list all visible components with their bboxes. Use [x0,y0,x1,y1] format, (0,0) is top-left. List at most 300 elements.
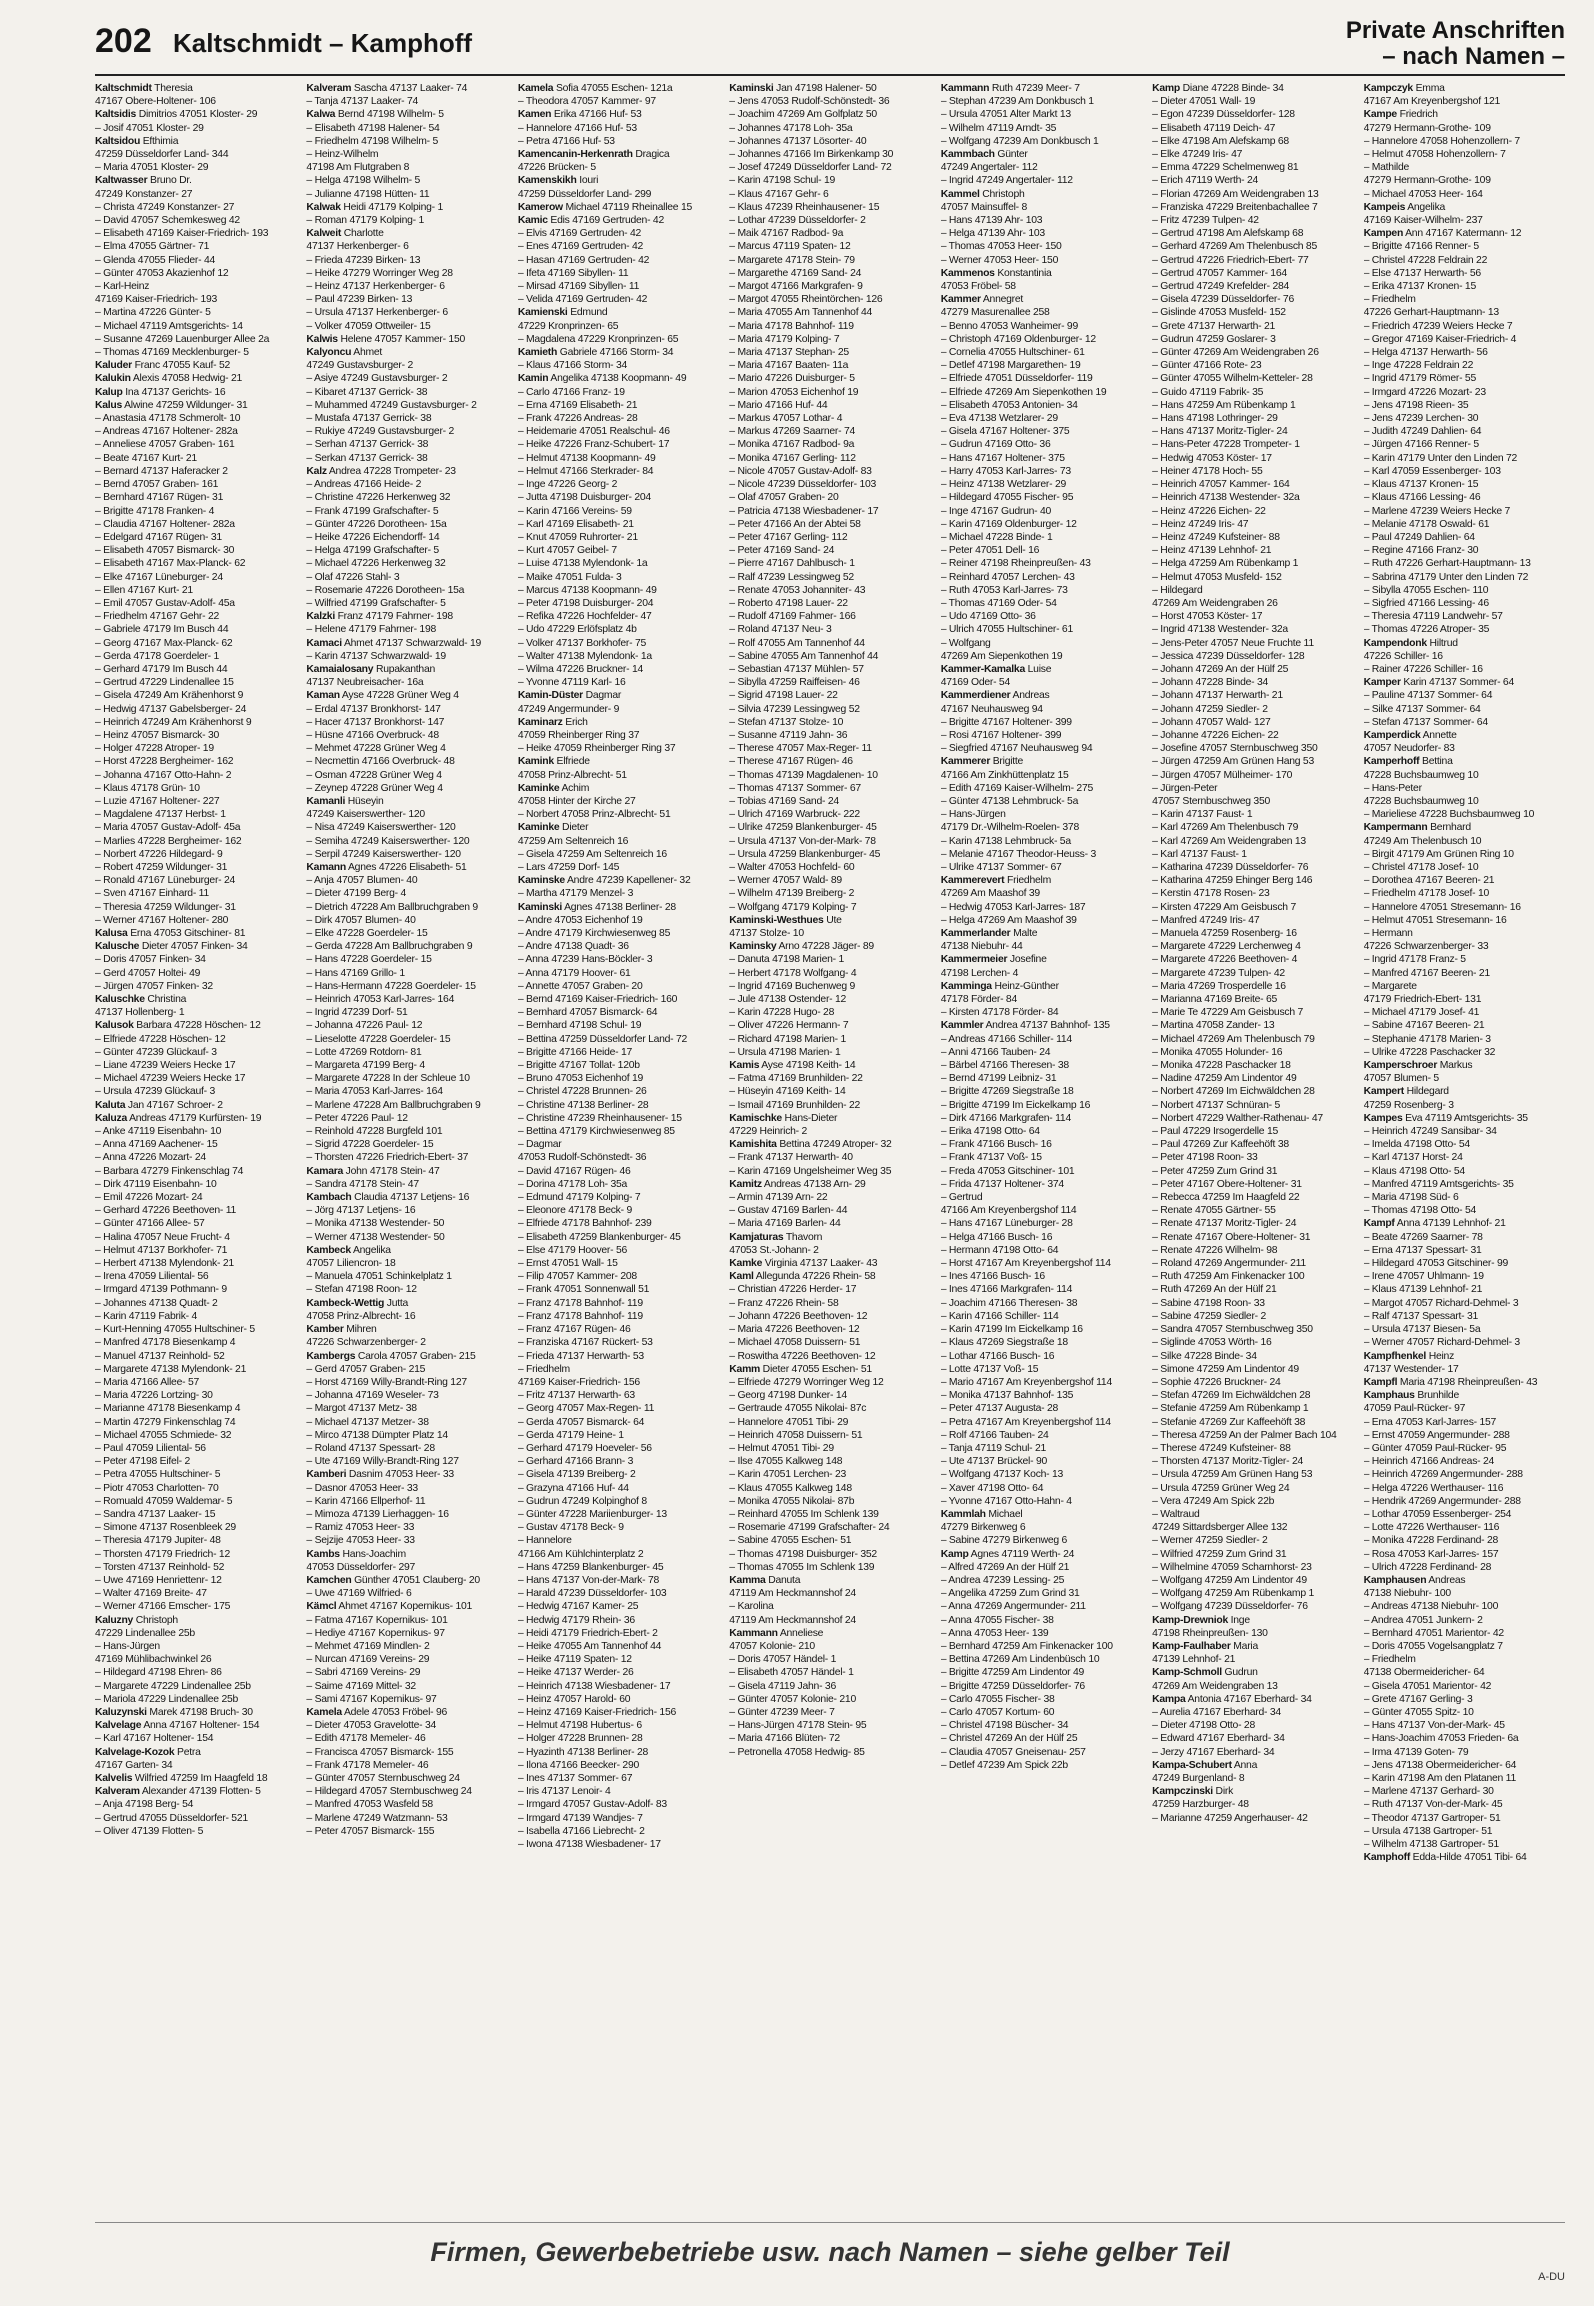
directory-entry [729,1389,930,1402]
surname: Kammann [940,83,990,94]
directory-entry [518,478,719,491]
directory-entry [306,1204,507,1217]
entry-detail: – Elisabeth 47169 Kaiser-Friedrich- 193 [95,228,269,240]
directory-entry [729,848,930,861]
directory-entry [941,1019,1142,1032]
entry-detail: Bernhard [1427,822,1471,834]
surname: Kalveram [306,83,352,94]
entry-detail: – Dietrich 47228 Am Ballbruchgraben 9 [306,901,478,913]
entry-detail: – Maria 47178 Bahnhof- 119 [729,320,854,332]
surname: Kalusa [95,928,128,939]
directory-entry [1364,306,1565,319]
entry-detail: – Emil 47226 Mozart- 24 [95,1192,203,1204]
entry-detail: Ayse 47198 Keith- 14 [759,1060,856,1072]
directory-entry [306,1191,507,1204]
entry-detail: – Mehmet 47169 Mindlen- 2 [306,1640,430,1652]
entry-detail: – Günter 47239 Glückauf- 3 [95,1046,217,1058]
entry-detail: – Carlo 47166 Franz- 19 [517,386,625,398]
entry-detail: – Werner 47138 Westender- 50 [306,1231,445,1243]
directory-entry [518,967,719,980]
entry-detail: – Elisabeth 47167 Max-Planck- 62 [95,558,246,570]
entry-detail: 47249 Am Thelenbusch 10 [1363,835,1482,847]
entry-detail: – Wilhelm 47138 Gartroper- 51 [1363,1839,1499,1851]
directory-entry [941,1363,1142,1376]
directory-entry [729,544,930,557]
directory-entry [518,584,719,597]
directory-entry [1152,1402,1353,1415]
directory-entry [729,320,930,333]
entry-detail: – Norbert 47226 Hildegard- 9 [95,848,223,860]
entry-detail: – Andre 47138 Quadt- 36 [517,941,629,953]
entry-detail: – Günter 47228 Mariienburger- 13 [517,1508,667,1520]
directory-entry [306,1376,507,1389]
surname: Kamp-Drewniok [1152,1614,1228,1626]
directory-entry [1364,1112,1565,1125]
entry-detail: 47169 Kaiser-Wilhelm- 237 [1363,215,1483,227]
directory-entry [729,1244,930,1257]
entry-detail: – Elke 47198 Am Alefskamp 68 [1152,135,1289,147]
directory-entry [1364,571,1565,584]
directory-entry [1152,214,1353,227]
entry-detail: – Friedrich 47239 Weiers Hecke 7 [1363,320,1513,332]
entry-detail: Ina 47137 Gerichts- 16 [122,386,226,398]
entry-detail: – Michael 47137 Metzer- 38 [306,1416,429,1428]
entry-detail: – Heike 47279 Worringer Weg 28 [306,267,453,279]
directory-entry [941,980,1142,993]
directory-entry [518,821,719,834]
directory-entry [1152,1600,1353,1613]
entry-detail: – Marlies 47228 Bergheimer- 162 [95,835,242,847]
entry-detail: Hiltrud [1426,637,1458,649]
entry-detail: Ahmet 47167 Kopernikus- 101 [336,1601,473,1613]
directory-entry [306,1508,507,1521]
directory-entry [518,1376,719,1389]
directory-entry [1364,122,1565,135]
entry-detail: Ayse 47228 Grüner Weg 4 [339,690,459,702]
entry-detail: – Heinz 47249 Kufsteiner- 88 [1152,531,1280,543]
entry-detail: – Hildegard [1152,584,1203,596]
directory-entry [95,174,296,187]
entry-detail: 47279 Masurenallee 258 [940,307,1050,319]
directory-entry [1364,333,1565,346]
directory-entry [306,1059,507,1072]
directory-entry [518,1099,719,1112]
entry-detail: – Maik 47167 Radbod- 9a [729,228,844,240]
directory-entry [1152,240,1353,253]
directory-entry [95,689,296,702]
directory-entry [1152,1297,1353,1310]
entry-detail: – Irmgard 47057 Gustav-Adolf- 83 [517,1799,667,1811]
entry-detail: 47058 Prinz-Albrecht- 51 [517,769,627,781]
entry-detail: Alwine 47259 Wildunger- 31 [122,399,248,411]
surname: Kalyoncu [306,347,352,359]
directory-entry [941,174,1142,187]
entry-detail: – Roland 47137 Spessart- 28 [306,1442,435,1454]
directory-entry [1364,1138,1565,1151]
directory-entry [306,531,507,544]
entry-detail: – Hildegard 47198 Ehren- 86 [95,1667,222,1679]
directory-entry [518,1732,719,1745]
directory-entry [306,1019,507,1032]
entry-detail: Annette [1420,729,1457,741]
directory-entry [1152,95,1353,108]
entry-detail: – Heinz 47249 Iris- 47 [1152,518,1249,530]
directory-entry [941,650,1142,663]
directory-entry [95,1376,296,1389]
directory-entry [729,808,930,821]
directory-entry [1364,993,1565,1006]
directory-entry [518,1746,719,1759]
entry-detail: Eva 47119 Amtsgerichts- 35 [1402,1112,1528,1124]
directory-entry [518,1151,719,1164]
entry-detail: – Peter 47198 Eifel- 2 [95,1456,191,1468]
entry-detail: – Irene 47057 Uhlmann- 19 [1363,1271,1484,1283]
directory-entry [95,491,296,504]
entry-detail: – Sabri 47169 Vereins- 29 [306,1667,421,1679]
entry-detail: – Bernhard 47057 Bismarck- 64 [517,1007,658,1019]
directory-entry [729,1033,930,1046]
directory-entry [1152,1191,1353,1204]
entry-detail: – Margot 47055 Rheintörchen- 126 [729,294,883,306]
entry-detail: – Sven 47167 Einhard- 11 [95,888,209,900]
entry-detail: – Hans-Jürgen [940,809,1006,821]
directory-entry [729,227,930,240]
directory-entry [306,1336,507,1349]
directory-entry [95,1138,296,1151]
directory-entry [729,1521,930,1534]
directory-entry [1152,1785,1353,1798]
entry-detail: – Johannes 47137 Lösorter- 40 [729,135,867,147]
directory-entry [1152,795,1353,808]
directory-entry [941,703,1142,716]
entry-detail: – Tanja 47119 Schul- 21 [940,1442,1047,1454]
surname: Kalwa [306,109,336,121]
entry-detail: – Helmut 47166 Sterkrader- 84 [517,465,654,477]
surname: Kamper [1363,677,1401,689]
entry-detail: – Stefan 47137 Stolze- 10 [729,716,844,728]
entry-detail: – Ingrid 47179 Römer- 55 [1363,373,1476,385]
entry-detail: – Ute 47169 Willy-Brandt-Ring 127 [306,1456,459,1468]
entry-detail: – Ruth 47053 Karl-Jarres- 73 [940,584,1068,596]
entry-detail: – Semiha 47249 Kaiserswerther- 120 [306,835,470,847]
directory-entry [95,1006,296,1019]
entry-detail: – Karl 47137 Horst- 24 [1363,1152,1463,1164]
entry-detail: – Heike 47226 Franz-Schubert- 17 [517,439,670,451]
directory-entry [306,399,507,412]
directory-entry [1364,610,1565,623]
directory-entry [95,227,296,240]
directory-entry [1364,689,1565,702]
entry-detail: – Klaus 47198 Otto- 54 [1363,1165,1465,1177]
entry-detail: – Ralf 47137 Spessart- 31 [1363,1310,1479,1322]
directory-entry [1364,1614,1565,1627]
surname: Kalz [306,465,327,477]
entry-detail: Inge [1228,1614,1250,1626]
directory-entry [729,82,930,95]
surname: Kalukin [95,373,131,385]
directory-entry [941,861,1142,874]
directory-entry [1152,254,1353,267]
directory-entry [1152,465,1353,478]
directory-entry [1152,1363,1353,1376]
entry-detail: – Edelgard 47167 Rügen- 31 [95,531,222,543]
directory-entry [306,518,507,531]
entry-detail: – Bettina 47259 Düsseldorfer Land- 72 [517,1033,688,1045]
entry-detail: – Joachim 47269 Am Golfplatz 50 [729,109,877,121]
entry-detail: – Ursula 47198 Marien- 1 [729,1046,841,1058]
entry-detail: – Reinhold 47228 Burgfeld 101 [306,1126,443,1138]
directory-entry [95,1363,296,1376]
entry-detail: Angelika [1405,201,1446,213]
directory-entry [306,1574,507,1587]
entry-detail: – Erika 47198 Otto- 64 [940,1126,1040,1138]
directory-entry [1152,1798,1353,1811]
directory-entry [518,623,719,636]
entry-detail: – Ingrid 47239 Dorf- 51 [306,1007,408,1019]
surname: Kamp [1152,83,1181,94]
entry-detail: 47138 Niebuhr- 100 [1363,1588,1451,1600]
directory-entry [518,161,719,174]
directory-entry [941,835,1142,848]
entry-detail: – Bruno 47053 Eichenhof 19 [517,1073,644,1085]
directory-entry [95,452,296,465]
directory-entry [1364,953,1565,966]
entry-detail: – Ernst 47059 Angermunder- 288 [1363,1429,1510,1441]
surname: Kaminski [517,901,563,913]
entry-detail: – Hannelore 47051 Stresemann- 16 [1363,901,1521,913]
directory-entry [95,1244,296,1257]
entry-detail: – Edith 47178 Memeler- 46 [306,1733,426,1745]
directory-entry [1152,914,1353,927]
entry-detail: – Andrea 47239 Lessing- 25 [940,1574,1065,1586]
entry-detail: – Günter 47166 Rote- 23 [1152,360,1262,372]
entry-detail: – Helga 47226 Werthauser- 116 [1363,1482,1504,1494]
directory-entry [306,372,507,385]
directory-entry [306,1297,507,1310]
entry-detail: – Anke 47119 Eisenbahn- 10 [95,1126,222,1138]
directory-entry [1152,782,1353,795]
directory-entry [941,953,1142,966]
entry-detail: – Klaus 47269 Siegstraße 18 [940,1337,1068,1349]
entry-detail: Günther 47051 Clauberg- 20 [351,1574,480,1586]
directory-entry [941,306,1142,319]
entry-detail: – Wolfgang 47239 Düsseldorfer- 76 [1152,1601,1308,1613]
entry-detail: – Bettina 47269 Am Lindenbüsch 10 [940,1654,1100,1666]
directory-entry [729,703,930,716]
surname: Kammer [940,294,981,306]
entry-detail: Efthimia [140,135,179,147]
entry-detail: – Hans 47139 Ahr- 103 [940,215,1043,227]
entry-detail: – Karl 47059 Essenberger- 103 [1363,465,1501,477]
entry-detail: – Kurt 47057 Geibel- 7 [517,545,617,557]
entry-detail: – Hedwig 47179 Rhein- 36 [517,1614,635,1626]
entry-detail: 47169 Kaiser-Friedrich- 193 [95,294,218,306]
entry-detail: – Jens 47138 Obermeidericher- 64 [1363,1759,1517,1771]
surname: Kamela [517,83,554,94]
directory-entry [1152,1283,1353,1296]
entry-detail: – Volker 47137 Borkhofer- 75 [517,637,647,649]
entry-detail: – Pauline 47137 Sommer- 64 [1363,690,1493,702]
entry-detail: Angelika [350,1244,391,1256]
entry-detail: 47167 Neuhausweg 94 [940,703,1043,715]
entry-detail: – Renate 47053 Johanniter- 43 [729,584,866,596]
entry-detail: – Sabrina 47179 Unter den Linden 72 [1363,571,1529,583]
entry-detail: – Hans-Hermann 47228 Goerdeler- 15 [306,980,476,992]
directory-entry [95,1706,296,1719]
directory-entry [941,148,1142,161]
directory-entry [518,927,719,940]
entry-detail: – Rosemarie 47199 Grafschafter- 24 [729,1522,890,1534]
directory-entry [518,372,719,385]
directory-entry [518,95,719,108]
entry-detail: – Theresia 47259 Wildunger- 31 [95,901,236,913]
entry-detail: – Wilhelm 47139 Breiberg- 2 [729,888,855,900]
entry-detail: – Heinrich 47138 Wiesbadener- 17 [517,1680,671,1692]
directory-entry [1364,835,1565,848]
page-title: Kaltschmidt – Kamphoff [173,28,473,58]
entry-detail: – Erna 47169 Elisabeth- 21 [517,399,638,411]
directory-entry [95,1429,296,1442]
surname: Kamerow [517,201,563,213]
directory-entry [729,637,930,650]
entry-detail: – Walter 47053 Hochfeld- 60 [729,861,855,873]
entry-detail: – Dirk 47057 Blumen- 40 [306,914,416,926]
entry-detail: – Nicole 47057 Gustav-Adolf- 83 [729,465,872,477]
entry-detail: – Heiner 47178 Hoch- 55 [1152,465,1263,477]
entry-detail: – Jutta 47198 Duisburger- 204 [517,492,651,504]
directory-entry [941,267,1142,280]
directory-entry [941,1231,1142,1244]
entry-detail: – Rolf 47055 Am Tannenhof 44 [729,637,865,649]
directory-entry [306,821,507,834]
directory-entry [306,980,507,993]
directory-entry [941,1059,1142,1072]
directory-entry [306,1442,507,1455]
entry-detail: – Brigitte 47166 Heide- 17 [517,1046,633,1058]
surname: Kamjaturas [729,1231,784,1243]
directory-entry [518,1495,719,1508]
directory-entry [729,135,930,148]
directory-entry [941,1495,1142,1508]
directory-entry [518,1548,719,1561]
directory-entry [729,491,930,504]
directory-entry [95,465,296,478]
entry-detail: – Heinrich 47269 Angermunder- 288 [1363,1469,1523,1481]
directory-entry [941,795,1142,808]
entry-detail: Anna 47139 Lehnhof- 21 [1394,1218,1506,1230]
directory-entry [95,927,296,940]
directory-entry [1152,1746,1353,1759]
entry-detail: – Ursula 47051 Alter Markt 13 [940,109,1071,121]
directory-entry [1364,1099,1565,1112]
directory-entry [1152,755,1353,768]
directory-entry [1152,1257,1353,1270]
directory-entry [729,1574,930,1587]
entry-detail: – Melanie 47178 Oswald- 61 [1363,518,1490,530]
directory-entry [1364,1231,1565,1244]
page-footer [95,2222,1565,2283]
entry-detail: – Hildegard 47055 Fischer- 95 [940,492,1074,504]
directory-entry [729,1217,930,1230]
entry-detail: – Eleonore 47178 Beck- 9 [517,1205,632,1217]
entry-detail: – Carlo 47057 Kortum- 60 [940,1706,1055,1718]
directory-entry [1152,1455,1353,1468]
directory-entry [306,1099,507,1112]
directory-entry [518,1759,719,1772]
directory-entry [941,1548,1142,1561]
directory-entry [306,927,507,940]
entry-detail: – Manfred 47249 Iris- 47 [1152,914,1260,926]
directory-entry [729,1508,930,1521]
directory-entry [306,505,507,518]
directory-entry [729,1666,930,1679]
entry-detail: – Filip 47057 Kammer- 208 [517,1271,637,1283]
directory-entry [729,372,930,385]
entry-detail: Friedrich [1396,109,1438,121]
entry-detail: – Anna 47053 Heer- 139 [940,1627,1049,1639]
entry-detail: – Saime 47169 Mittel- 32 [306,1680,416,1692]
directory-entry [1152,1350,1353,1363]
entry-detail: – Anneliese 47057 Graben- 161 [95,439,235,451]
directory-columns [95,82,1565,2212]
entry-detail: – Necmettin 47166 Overbruck- 48 [306,756,455,768]
entry-detail: – Sabine 47279 Birkenweg 6 [940,1535,1068,1547]
entry-detail: – Hannelore 47051 Tibi- 29 [729,1416,849,1428]
directory-entry [1364,1759,1565,1772]
entry-detail: – Aurelia 47167 Eberhard- 34 [1152,1706,1281,1718]
directory-entry [306,769,507,782]
directory-entry [941,1033,1142,1046]
directory-entry [1364,188,1565,201]
directory-entry [306,1640,507,1653]
entry-detail: – Manuel 47137 Reinhold- 52 [95,1350,225,1362]
entry-detail: – Johann 47057 Wald- 127 [1152,716,1271,728]
entry-detail: Edmund [567,307,608,319]
entry-detail: – Karin 47119 Fabrik- 4 [95,1310,198,1322]
entry-detail: – Gerhard 47179 Hoeveler- 56 [517,1442,652,1454]
directory-entry [306,1416,507,1429]
directory-entry [729,1376,930,1389]
directory-entry [941,729,1142,742]
directory-entry [941,1666,1142,1679]
directory-entry [95,1759,296,1772]
directory-entry [1364,201,1565,214]
entry-detail: – Thomas 47053 Heer- 150 [940,241,1062,253]
entry-detail: – Ines 47166 Busch- 16 [940,1271,1045,1283]
directory-entry [306,82,507,95]
directory-entry [941,1138,1142,1151]
entry-detail: 47137 Hollenberg- 1 [95,1007,185,1019]
directory-entry [518,1812,719,1825]
directory-entry [306,1759,507,1772]
directory-entry [95,478,296,491]
entry-detail: – Karin 47051 Lerchen- 23 [729,1469,847,1481]
surname: Kaltschmidt [95,83,152,94]
directory-entry [941,1204,1142,1217]
directory-entry [729,267,930,280]
entry-detail: – Frank 47226 Andreas- 28 [517,413,638,425]
directory-entry [941,399,1142,412]
directory-entry [1364,1785,1565,1798]
directory-entry [95,1046,296,1059]
directory-entry [729,452,930,465]
entry-detail: – Ralf 47239 Lessingweg 52 [729,571,854,583]
directory-entry [95,848,296,861]
directory-entry [518,703,719,716]
directory-entry [729,108,930,121]
directory-entry [306,1033,507,1046]
entry-detail: – Bettina 47179 Kirchwiesenweg 85 [517,1126,675,1138]
